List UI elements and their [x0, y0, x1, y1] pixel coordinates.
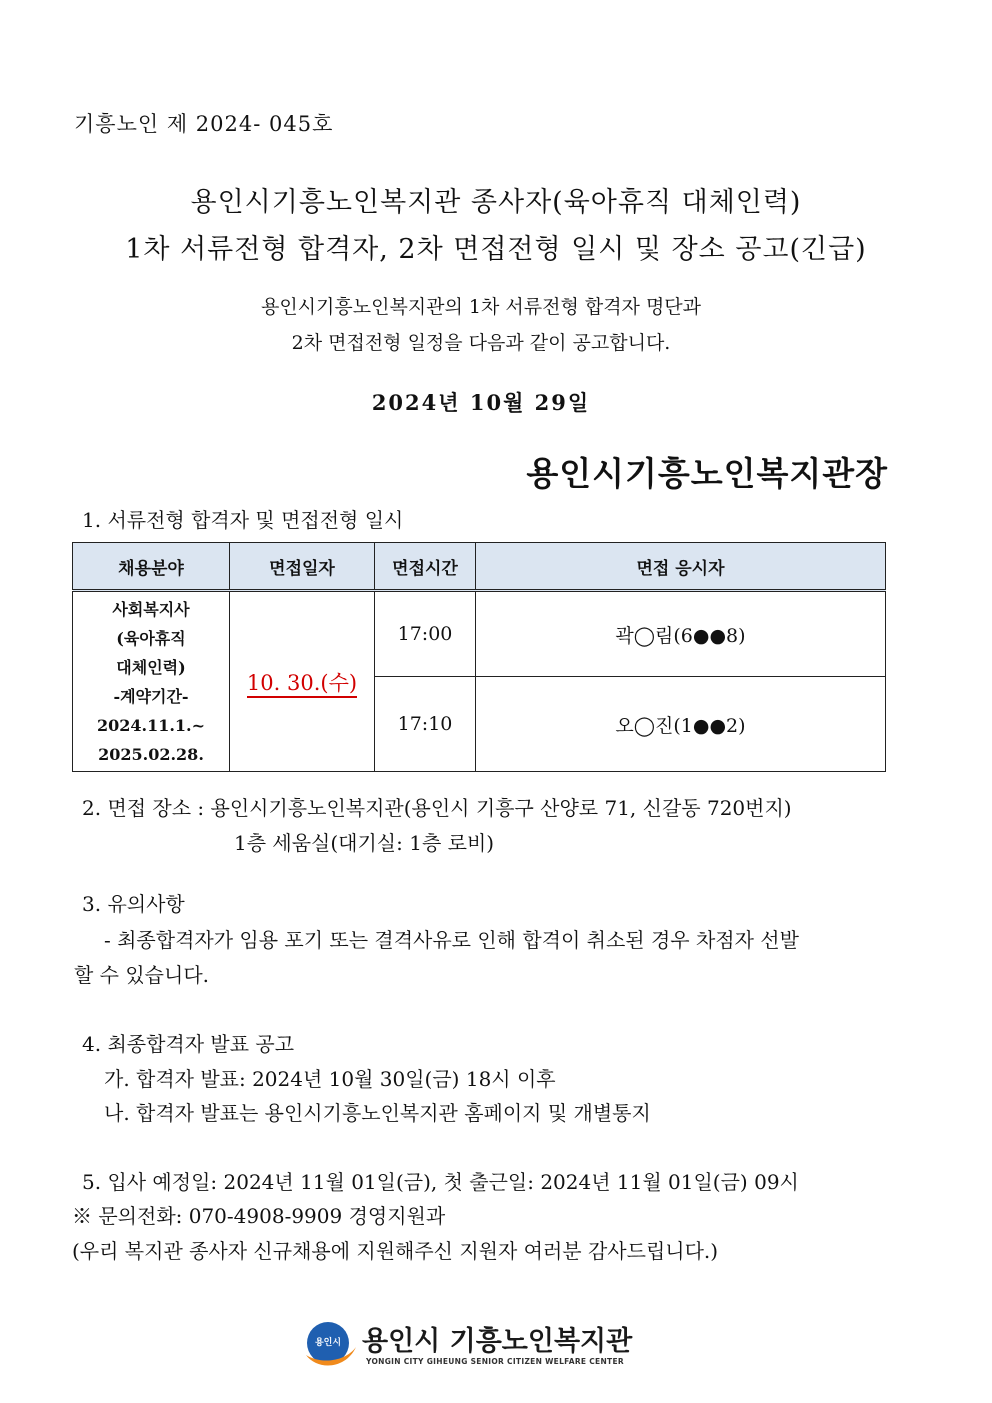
interview-date: 10. 30.(수)	[247, 671, 357, 698]
organization-logo	[300, 1315, 633, 1375]
field-line: 대체인력)	[116, 657, 186, 677]
interview-schedule-table	[72, 542, 886, 772]
field-line: (육아휴직	[116, 628, 186, 648]
logo-subtitle: YONGIN CITY GIHEUNG SENIOR CITIZEN WELFARE CENTER	[366, 1357, 624, 1366]
section-2-line-1: 2. 면접 장소 : 용인시기흥노인복지관(용인시 기흥구 산양로 71, 신갈동 720번지)	[82, 796, 792, 820]
logo-emblem-text: 용인시	[314, 1338, 342, 1348]
section-1-heading: 1. 서류전형 합격자 및 면접전형 일시	[82, 508, 404, 532]
column-header: 면접 응시자	[476, 543, 886, 591]
recruitment-field-cell	[73, 591, 230, 772]
section-4-heading: 4. 최종합격자 발표 공고	[82, 1032, 295, 1056]
section-4-item-2: 나. 합격자 발표는 용인시기흥노인복지관 홈페이지 및 개별통지	[104, 1101, 651, 1125]
logo-emblem-icon	[300, 1315, 360, 1373]
section-3-heading: 3. 유의사항	[82, 892, 185, 916]
section-3-line-1: - 최종합격자가 임용 포기 또는 결격사유로 인해 합격이 취소된 경우 차점자 선발	[104, 928, 799, 952]
interview-time: 17:10	[375, 677, 476, 772]
table-row	[73, 591, 886, 677]
candidate-name: 오◯진(1●●2)	[476, 677, 886, 772]
intro-line-2: 2차 면접전형 일정을 다음과 같이 공고합니다.	[291, 332, 671, 354]
interview-time: 17:00	[375, 591, 476, 677]
column-header: 면접시간	[375, 543, 476, 591]
section-5-line: 5. 입사 예정일: 2024년 11월 01일(금), 첫 출근일: 2024년 11월 01일(금) 09시	[82, 1170, 799, 1194]
column-header: 면접일자	[230, 543, 375, 591]
field-line: 사회복지사	[112, 599, 190, 619]
announcement-date: 2024년 10월 29일	[371, 390, 591, 415]
thanks-line: (우리 복지관 종사자 신규채용에 지원해주신 지원자 여러분 감사드립니다.)	[72, 1239, 719, 1263]
title-line-1: 용인시기흥노인복지관 종사자(육아휴직 대체인력)	[190, 187, 802, 218]
logo-name: 용인시 기흥노인복지관	[362, 1326, 633, 1357]
interview-date-cell	[230, 591, 375, 772]
intro-line-1: 용인시기흥노인복지관의 1차 서류전형 합격자 명단과	[260, 296, 702, 318]
field-line: 2025.02.28.	[98, 744, 204, 764]
section-2-line-2: 1층 세움실(대기실: 1층 로비)	[234, 831, 495, 855]
title-line-2: 1차 서류전형 합격자, 2차 면접전형 일시 및 장소 공고(긴급)	[125, 234, 867, 265]
field-line: -계약기간-	[113, 686, 189, 706]
section-3-line-2: 할 수 있습니다.	[74, 963, 209, 987]
contact-line: ※ 문의전화: 070-4908-9909 경영지원과	[72, 1204, 446, 1228]
column-header: 채용분야	[73, 543, 230, 591]
document-number: 기흥노인 제 2024- 045호	[74, 112, 334, 136]
table-header-row	[73, 543, 886, 591]
candidate-name: 곽◯림(6●●8)	[476, 591, 886, 677]
section-4-item-1: 가. 합격자 발표: 2024년 10월 30일(금) 18시 이후	[104, 1067, 556, 1091]
field-line: 2024.11.1.~	[96, 715, 206, 735]
signature: 용인시기흥노인복지관장	[526, 454, 888, 493]
